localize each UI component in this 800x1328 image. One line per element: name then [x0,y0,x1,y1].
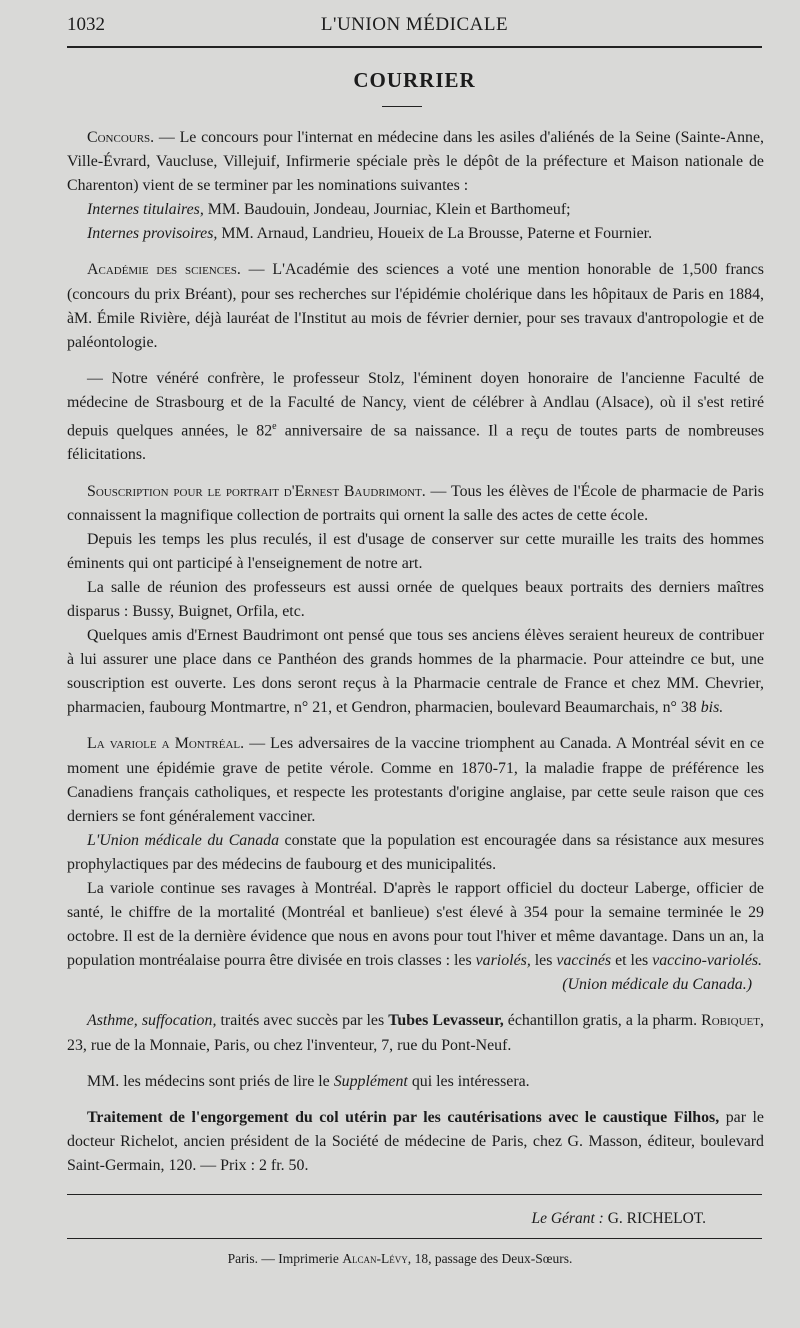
running-header [67,14,762,40]
asthme-ad: Asthme, suffocation, traités avec succès par les Tubes Levasseur, échantillon gratis, a la pharm. Robiquet, 23, rue de la Monnaie, Paris, ou chez l'inventeur, 7, rue du Pont-Neuf. [67,1012,764,1054]
footer-rule-top [67,1194,762,1195]
journal-title: L'UNION MÉDICALE [320,14,509,35]
header-rule [67,46,762,48]
gerant-signature: Le Gérant : G. RICHELOT. [531,1210,706,1227]
printer-imprint: Paris. — Imprimerie Alcan-Lévy, 18, passage des Deux-Sœurs. [227,1251,573,1266]
souscription-paragraph-4: Quelques amis d'Ernest Baudrimont ont pensé que tous ses anciens élèves seraient heureux de contribuer à lui assurer une place dans ce Panthéon des grands hommes de la pharmacie. Pour atteindre ce but, une souscription est ouverte. Les dons seront reçus à la Pharmacie centrale de France et chez MM. Chevrier, pharmacien, faubourg Montmartre, n° 21, et Gendron, pharmacien, boulevard Beaumarchais, n° 38 bis. [67,627,764,717]
souscription-paragraph-3: La salle de réunion des professeurs est aussi ornée de quelques beaux portraits des derniers maîtres disparus : Bussy, Buignet, Orfila, etc. [67,578,764,620]
academie-paragraph: Académie des sciences. — L'Académie des sciences a voté une mention honorable de 1,500 francs (concours du prix Bréant), pour ses recherches sur l'épidémie cholérique dans les hôpitaux de Paris en 1884, àM. Émile Rivière, déjà lauréat de l'Institut au mois de février dernier, pour ses travaux d'antropologie et de paléontologie. [67,261,764,351]
traitement-ad: Traitement de l'engorgement du col utérin par les cautérisations avec le caustique Filhos, par le docteur Richelot, ancien président de la Société de médecine de Paris, chez G. Masson, éditeur, boulevard Saint-Germain, 120. — Prix : 2 fr. 50. [67,1108,764,1174]
stolz-paragraph: — Notre vénéré confrère, le professeur Stolz, l'éminent doyen honoraire de l'ancienne Faculté de médecine de Strasbourg et de la Faculté de Nancy, vient de célébrer à Andlau (Alsace), où il s'est retiré depuis quelques années, le 82e anniversaire de sa naissance. Il a reçu de toutes parts de nombreuses félicitations. [67,369,765,464]
titulaires-line: Internes titulaires, MM. Baudouin, Jondeau, Journiac, Klein et Barthomeuf; [87,201,571,219]
supplement-notice: MM. les médecins sont priés de lire le Supplément qui les intéressera. [87,1072,530,1090]
footer-rule-bottom [67,1238,762,1239]
academie-lead: Académie des sciences. [87,261,241,279]
provisoires-line: Internes provisoires, MM. Arnaud, Landrieu, Houeix de La Brousse, Paterne et Fournier. [87,225,653,243]
variole-paragraph: La variole a Montréal. — Les adversaires de la vaccine triomphent au Canada. A Montréal sévit en ce moment une épidémie grave de petite vérole. Comme en 1870-71, la maladie frappe de préférence les Canadiens français catholiques, et respecte les protestants d'origine anglaise, par cette seule raison que ces derniers se font généralement vacciner. [67,735,764,825]
variole-paragraph-2: L'Union médicale du Canada constate que la population est encouragée dans sa résistance aux mesures prophylactiques par des médecins de faubourg et des municipalités. [67,831,765,873]
article-body [67,126,764,1178]
concours-lead: Concours. [87,129,155,146]
souscription-lead: Souscription pour le portrait d'Ernest Baudrimont. [87,482,426,500]
souscription-paragraph-2: Depuis les temps les plus reculés, il est d'usage de conserver sur cette muraille les traits des hommes éminents qui ont participé à l'enseignement de notre art. [67,530,764,572]
concours-paragraph: Concours. — Le concours pour l'internat en médecine dans les asiles d'aliénés de la Seine (Sainte-Anne, Ville-Évrard, Vaucluse, Villejuif, Infirmerie spéciale près le dépôt de la préfecture et Maison nationale de Charenton) vient de se terminer par les nominations suivantes : [67,129,764,195]
souscription-paragraph: Souscription pour le portrait d'Ernest Baudrimont. — Tous les élèves de l'École de pharmacie de Paris connaissent la magnifique collection de portraits qui ornent la salle des actes de cette école. [67,482,764,524]
variole-paragraph-3: La variole continue ses ravages à Montréal. D'après le rapport officiel du docteur Laberge, officier de santé, le chiffre de la mortalité (Montréal et banlieue) s'est élevé à 354 pour la semaine terminée le 29 octobre. Il est de la dernière évidence que nous en avons pour tout l'hiver et même davantage. Dans un an, la population montréalaise pourra être divisée en trois classes : les variolés, les vaccinés et les vaccino-variolés. [67,880,764,970]
variole-citation: (Union médicale du Canada.) [562,976,752,994]
section-title: COURRIER [353,68,476,92]
variole-lead: La variole a Montréal. [87,735,245,753]
title-underline [382,106,422,107]
page-number: 1032 [67,14,105,35]
